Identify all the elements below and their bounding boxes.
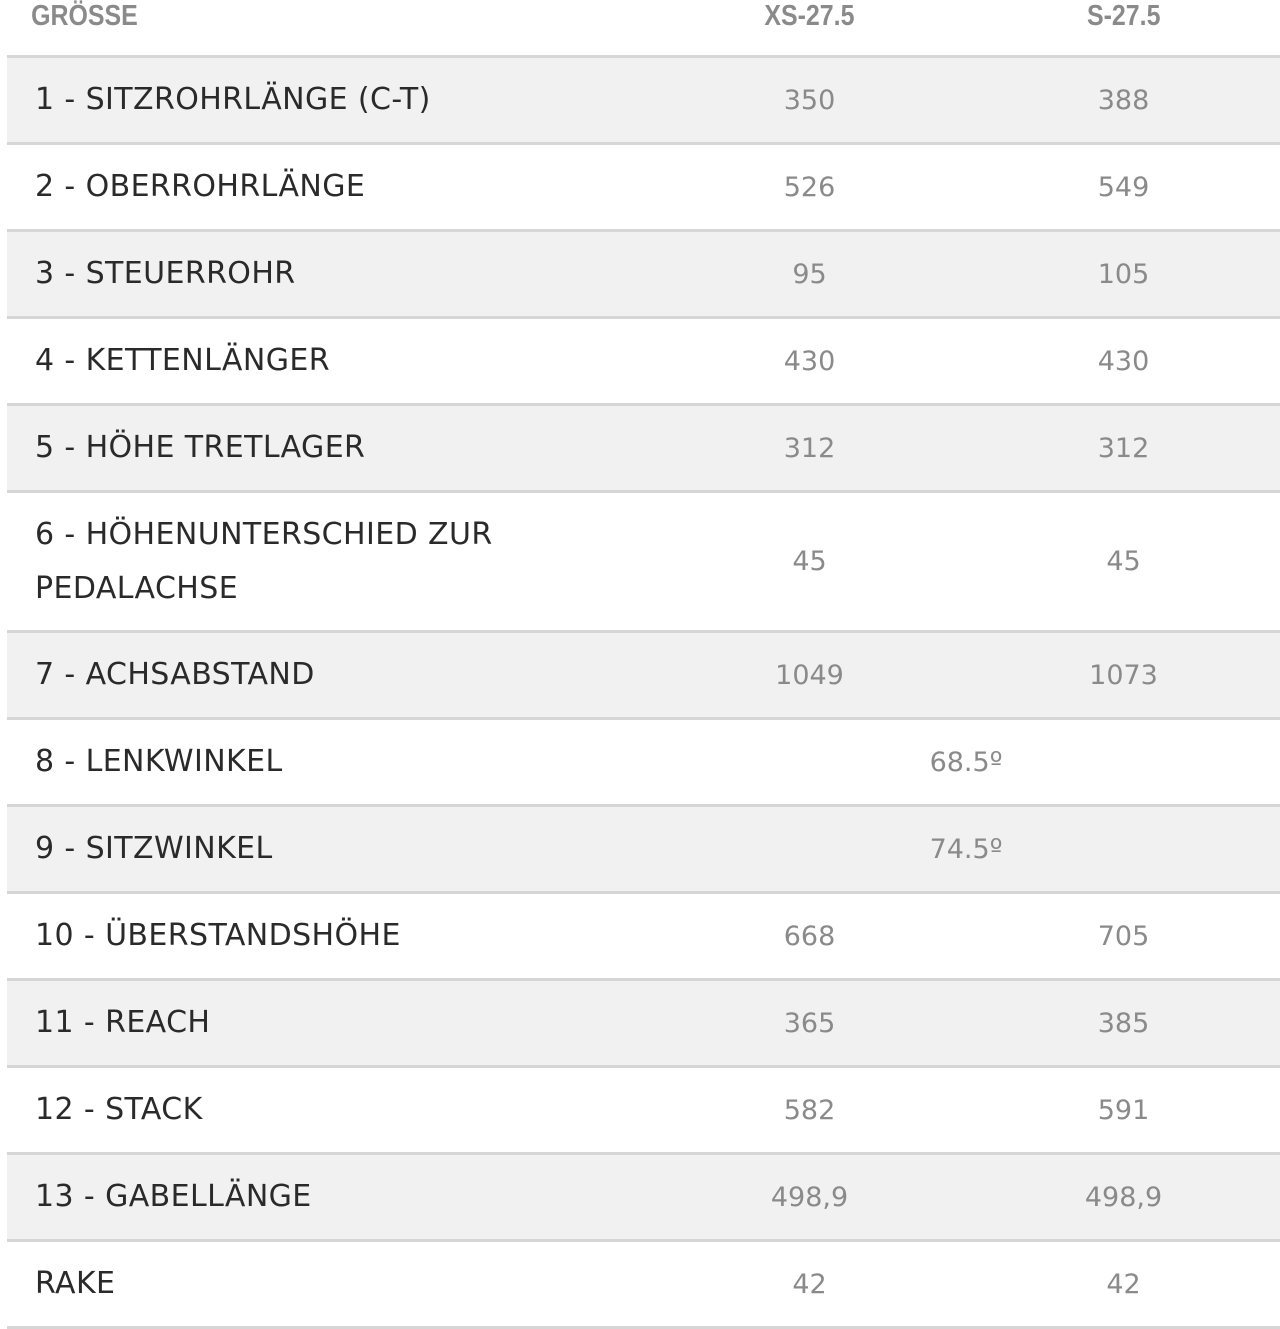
row-label: 10 - ÜBERSTANDSHÖHE [7, 893, 652, 980]
row-label: 3 - STEUERROHR [7, 231, 652, 318]
geometry-table [7, 0, 1280, 1329]
value-shared: 68.5º [652, 719, 1280, 806]
table-row [7, 405, 1280, 492]
size-header-xs[interactable] [652, 0, 967, 57]
table-row [7, 318, 1280, 405]
row-label: 2 - OBERROHRLÄNGE [7, 144, 652, 231]
geometry-table-header [7, 0, 1280, 57]
row-label: RAKE [7, 1241, 652, 1328]
value-xs: 350 [652, 57, 967, 144]
row-label: 11 - REACH [7, 980, 652, 1067]
value-xs: 45 [652, 492, 967, 632]
value-s: 705 [967, 893, 1280, 980]
row-label: 1 - SITZROHRLÄNGE (C-T) [7, 57, 652, 144]
row-label: 9 - SITZWINKEL [7, 806, 652, 893]
table-row [7, 893, 1280, 980]
row-label: 8 - LENKWINKEL [7, 719, 652, 806]
value-xs: 95 [652, 231, 967, 318]
table-row [7, 492, 1280, 632]
table-row [7, 980, 1280, 1067]
value-xs: 498,9 [652, 1154, 967, 1241]
table-row [7, 1067, 1280, 1154]
value-s: 388 [967, 57, 1280, 144]
value-xs: 526 [652, 144, 967, 231]
table-row [7, 719, 1280, 806]
value-s: 430 [967, 318, 1280, 405]
value-s: 549 [967, 144, 1280, 231]
table-row [7, 1241, 1280, 1328]
value-s: 312 [967, 405, 1280, 492]
value-s: 1073 [967, 632, 1280, 719]
value-xs: 582 [652, 1067, 967, 1154]
table-row [7, 806, 1280, 893]
value-xs: 42 [652, 1241, 967, 1328]
value-shared: 74.5º [652, 806, 1280, 893]
header-row [7, 0, 1280, 57]
table-row [7, 57, 1280, 144]
size-header-s[interactable] [967, 0, 1280, 57]
table-row [7, 144, 1280, 231]
size-header-xs-text: XS-27.5 [764, 0, 855, 32]
value-s: 498,9 [967, 1154, 1280, 1241]
value-s: 591 [967, 1067, 1280, 1154]
value-xs: 430 [652, 318, 967, 405]
row-label: 5 - HÖHE TRETLAGER [7, 405, 652, 492]
row-label: 13 - GABELLÄNGE [7, 1154, 652, 1241]
table-row [7, 231, 1280, 318]
row-label: 4 - KETTENLÄNGER [7, 318, 652, 405]
value-xs: 1049 [652, 632, 967, 719]
value-xs: 365 [652, 980, 967, 1067]
value-s: 385 [967, 980, 1280, 1067]
size-header-label: GRÖSSE [7, 0, 562, 57]
value-s: 42 [967, 1241, 1280, 1328]
row-label: 12 - STACK [7, 1067, 652, 1154]
row-label: 6 - HÖHENUNTERSCHIED ZUR PEDALACHSE [7, 492, 652, 632]
table-row [7, 1154, 1280, 1241]
value-xs: 668 [652, 893, 967, 980]
row-label: 7 - ACHSABSTAND [7, 632, 652, 719]
value-s: 45 [967, 492, 1280, 632]
value-xs: 312 [652, 405, 967, 492]
table-row [7, 632, 1280, 719]
size-header-s-text: S-27.5 [1086, 0, 1161, 32]
value-s: 105 [967, 231, 1280, 318]
